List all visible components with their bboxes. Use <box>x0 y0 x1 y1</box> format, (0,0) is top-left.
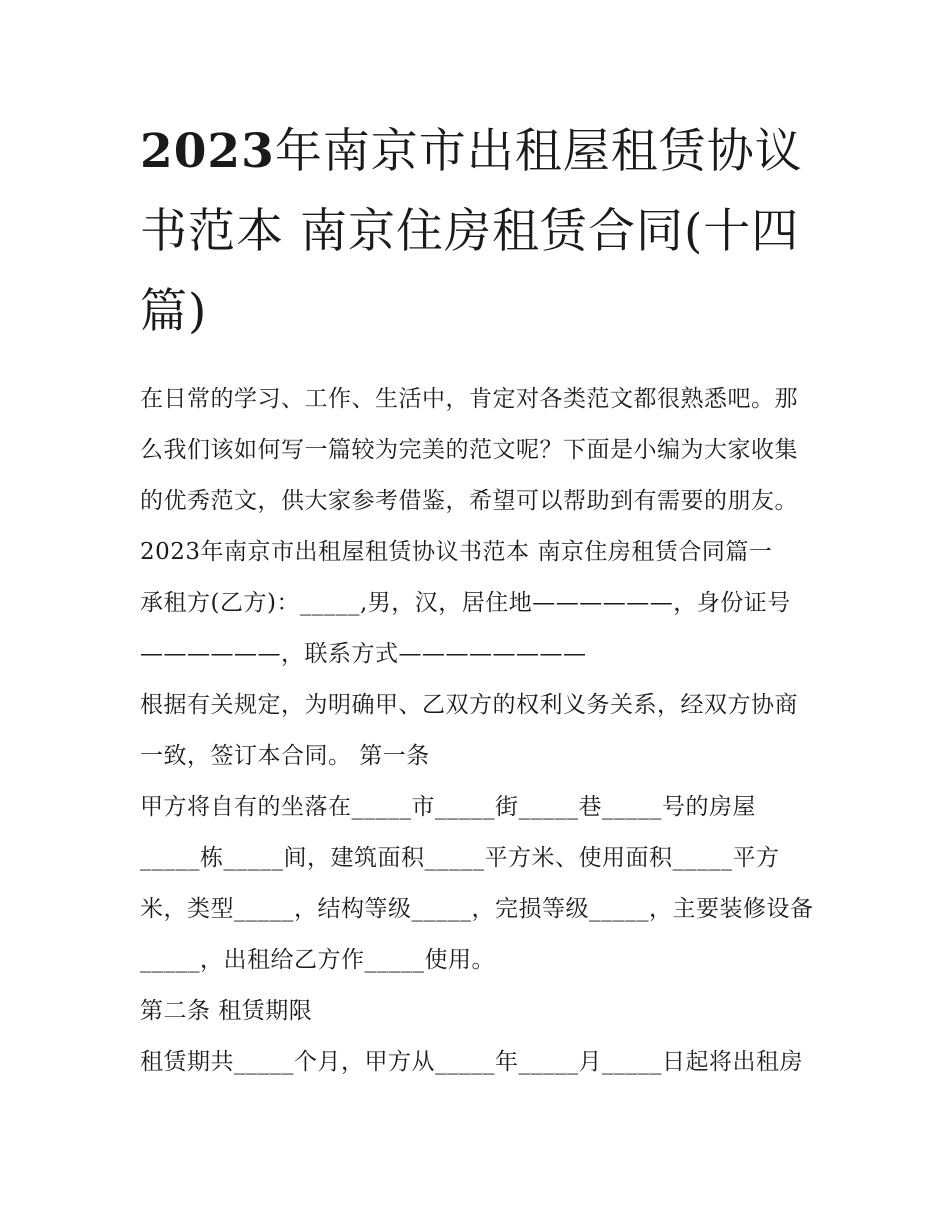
document-body <box>140 374 815 1088</box>
document-page <box>140 112 815 1088</box>
property-paragraph: 甲方将自有的坐落在_____市_____街_____巷_____号的房屋_____栋_____间，建筑面积_____平方米、使用面积_____平方米，类型_____，结构等级_____，完损等级_____，主要装修设备_____，出租给乙方作_____使用。 <box>140 794 814 973</box>
title-year: 2023 <box>140 124 275 179</box>
tenant-info-paragraph: 承租方(乙方)：_____,男，汉，居住地——————，身份证号——————，联系方式———————— <box>140 590 791 667</box>
title-text: 年南京市出租屋租赁协议书范本 南京住房租赁合同(十四篇) <box>140 124 803 339</box>
clause-heading: 第二条 租赁期限 <box>140 998 313 1024</box>
agreement-paragraph: 根据有关规定，为明确甲、乙双方的权利义务关系，经双方协商一致，签订本合同。 第一条 <box>140 692 798 769</box>
term-paragraph: 租赁期共_____个月，甲方从_____年_____月_____日起将出租房 <box>140 1049 803 1075</box>
section-heading: 2023年南京市出租屋租赁协议书范本 南京住房租赁合同篇一 <box>140 539 773 565</box>
intro-paragraph: 在日常的学习、工作、生活中，肯定对各类范文都很熟悉吧。那么我们该如何写一篇较为完美的范文呢？下面是小编为大家收集的优秀范文，供大家参考借鉴，希望可以帮助到有需要的朋友。 <box>140 386 798 514</box>
document-title <box>140 112 815 352</box>
